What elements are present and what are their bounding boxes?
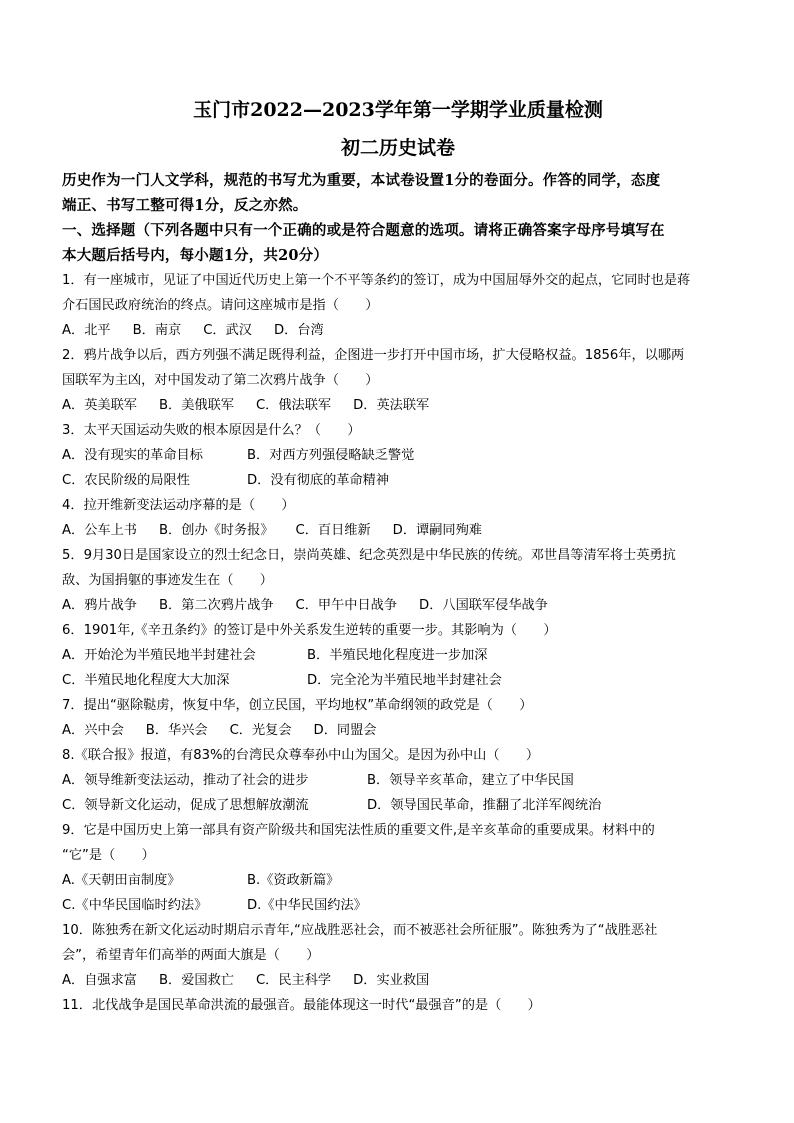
question-8-options-row-1 <box>62 768 734 793</box>
option-c: C．百日维新 <box>295 523 371 538</box>
option-d: D．八国联军侵华战争 <box>419 598 548 613</box>
section-heading-line-2: 本大题后括号内，每小题1分，共20分） <box>62 247 329 264</box>
option-a: A．英美联军 <box>62 398 137 413</box>
question-2-options <box>62 393 734 418</box>
option-b: B．华兴会 <box>145 723 208 738</box>
intro-line-2: 端正、书写工整可得1分，反之亦然。 <box>62 197 308 214</box>
exam-subtitle: 初二历史试卷 <box>340 137 455 159</box>
question-6-line-1: 6．1901年,《辛丑条约》的签订是中外关系发生逆转的重要一步。其影响为（ ） <box>62 623 557 638</box>
question-8-options-row-2 <box>62 793 734 818</box>
question-9-line-2: “它”是（ ） <box>62 848 155 863</box>
question-1-line-2: 介石国民政府统治的终点。请问这座城市是指（ ） <box>62 298 379 313</box>
question-9-line-1: 9．它是中国历史上第一部具有资产阶级共和国宪法性质的重要文件,是辛亥革命的重要成果。材料中的 <box>62 823 655 838</box>
question-6-options-row-2 <box>62 668 734 693</box>
section-heading-line-1: 一、选择题（下列各题中只有一个正确的或是符合题意的选项。请将正确答案字母序号填写在 <box>62 222 665 239</box>
question-5-line-2: 敌、为国捐躯的事迹发生在（ ） <box>62 573 273 588</box>
question-10-options <box>62 968 734 993</box>
question-1-line-1: 1．有一座城市，见证了中国近代历史上第一个不平等条约的签订，成为中国屈辱外交的起点，它同时也是蒋 <box>62 273 691 288</box>
option-c: C．俄法联军 <box>255 398 332 413</box>
option-d: D．谭嗣同殉难 <box>392 523 482 538</box>
option-c: C．甲午中日战争 <box>295 598 398 613</box>
option-a: A．领导维新变法运动，推动了社会的进步 <box>62 773 309 788</box>
option-b: B.《资政新篇》 <box>247 873 340 888</box>
question-5-line-1: 5．9月30日是国家设立的烈士纪念日，崇尚英雄、纪念英烈是中华民族的传统。邓世昌等清军将士英勇抗 <box>62 548 676 563</box>
question-2-line-1: 2．鸦片战争以后，西方列强不满足既得利益，企图进一步打开中国市场，扩大侵略权益。1856年，以哪两 <box>62 348 685 363</box>
question-1-options <box>62 318 734 343</box>
option-a: A．开始沦为半殖民地半封建社会 <box>62 648 256 663</box>
option-b: B．创办《时务报》 <box>158 523 274 538</box>
question-4-line-1: 4．拉开维新变法运动序幕的是（ ） <box>62 498 295 513</box>
question-8-line-1: 8.《联合报》报道，有83%的台湾民众尊奉孙中山为国父。是因为孙中山（ ） <box>62 748 540 763</box>
option-a: A.《天朝田亩制度》 <box>62 873 181 888</box>
option-c: C．半殖民地化程度大大加深 <box>62 673 230 688</box>
option-d: D．完全沦为半殖民地半封建社会 <box>307 673 502 688</box>
option-d: D.《中华民国约法》 <box>247 898 367 913</box>
option-d: D．领导国民革命，推翻了北洋军阀统治 <box>367 798 602 813</box>
option-b: B．对西方列强侵略缺乏警觉 <box>247 448 415 463</box>
option-a: A．自强求富 <box>62 973 137 988</box>
option-b: B．第二次鸦片战争 <box>158 598 274 613</box>
option-a: A．没有现实的革命目标 <box>62 448 203 463</box>
option-a: A．鸦片战争 <box>62 598 137 613</box>
question-7-options <box>62 718 734 743</box>
question-3-options-row-1 <box>62 443 734 468</box>
question-2-line-2: 国联军为主凶，对中国发动了第二次鸦片战争（ ） <box>62 373 379 388</box>
option-c: C．农民阶级的局限性 <box>62 473 190 488</box>
question-9-options-row-2 <box>62 893 734 918</box>
question-9-options-row-1 <box>62 868 734 893</box>
option-b: B．半殖民地化程度进一步加深 <box>307 648 488 663</box>
question-6-options-row-1 <box>62 643 734 668</box>
option-b: B．爱国救亡 <box>158 973 234 988</box>
intro-line-1: 历史作为一门人文学科，规范的书写尤为重要，本试卷设置1分的卷面分。作答的同学，态度 <box>62 172 661 189</box>
question-4-options <box>62 518 734 543</box>
option-b: B．美俄联军 <box>158 398 234 413</box>
question-3-line-1: 3．太平天国运动失败的根本原因是什么？（ ） <box>62 423 361 438</box>
question-10-line-1: 10．陈独秀在新文化运动时期启示青年,“应战胜恶社会，而不被恶社会所征服”。陈独秀为了“战胜恶社 <box>62 923 658 938</box>
option-d: D．没有彻底的革命精神 <box>247 473 390 488</box>
exam-title: 玉门市2022—2023学年第一学期学业质量检测 <box>193 99 603 121</box>
option-c: C．领导新文化运动，促成了思想解放潮流 <box>62 798 309 813</box>
option-a: A．兴中会 <box>62 723 124 738</box>
option-c: C．光复会 <box>229 723 292 738</box>
exam-page <box>62 96 734 1018</box>
option-c: C.《中华民国临时约法》 <box>62 898 208 913</box>
option-a: A．北平 <box>62 323 111 338</box>
option-b: B．领导辛亥革命，建立了中华民国 <box>367 773 574 788</box>
option-b: B．南京 <box>132 323 182 338</box>
option-d: D．同盟会 <box>313 723 377 738</box>
option-d: D．实业救国 <box>353 973 430 988</box>
option-d: D．英法联军 <box>353 398 430 413</box>
question-3-options-row-2 <box>62 468 734 493</box>
question-7-line-1: 7．提出“驱除鞑虏，恢复中华，创立民国，平均地权”革命纲领的政党是（ ） <box>62 698 533 713</box>
option-d: D．台湾 <box>273 323 324 338</box>
option-c: C．武汉 <box>203 323 252 338</box>
option-c: C．民主科学 <box>255 973 332 988</box>
question-10-line-2: 会”，希望青年们高举的两面大旗是（ ） <box>62 948 320 963</box>
question-5-options <box>62 593 734 618</box>
option-a: A．公车上书 <box>62 523 137 538</box>
question-11-line-1: 11．北伐战争是国民革命洪流的最强音。最能体现这一时代“最强音”的是（ ） <box>62 998 541 1013</box>
